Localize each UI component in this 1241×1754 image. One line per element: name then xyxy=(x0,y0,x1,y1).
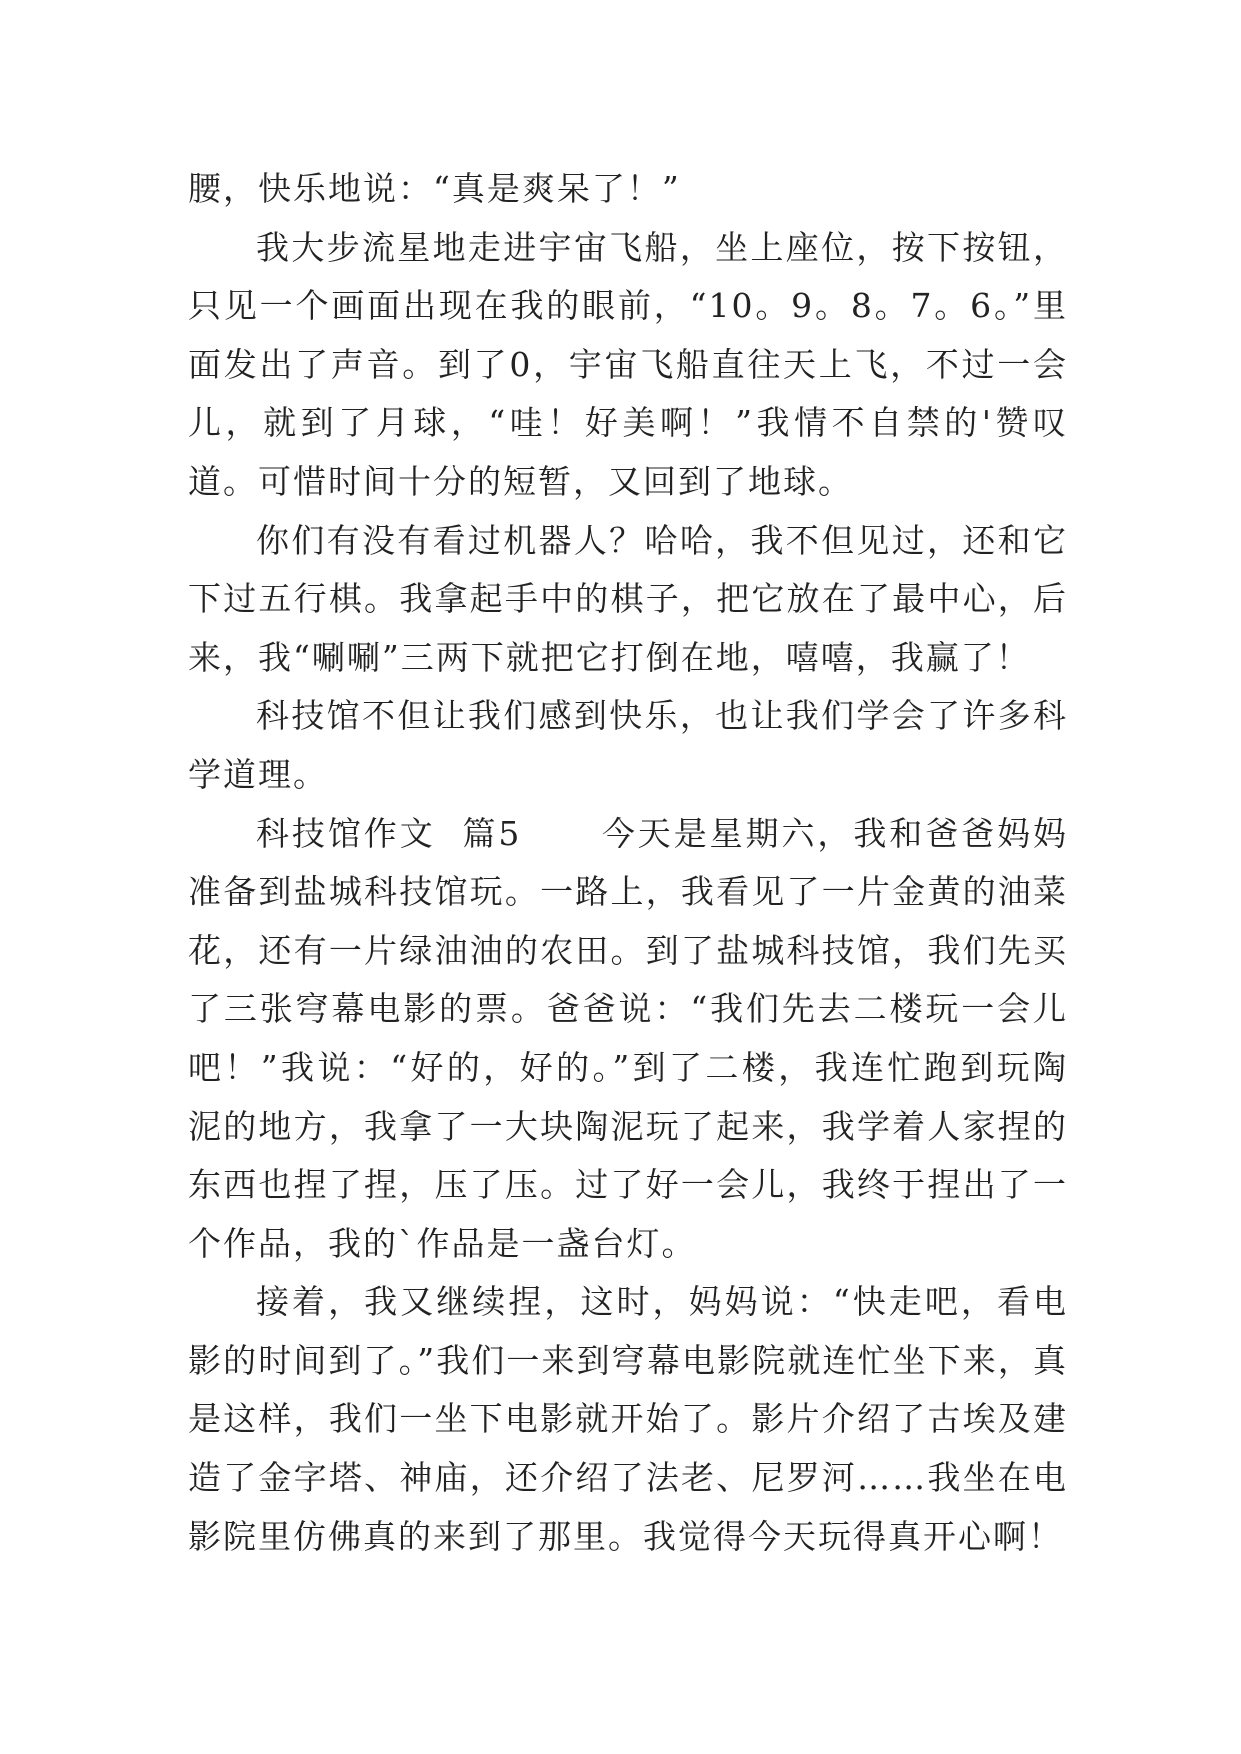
paragraph-essay-5-intro: 科技馆作文 篇5 今天是星期六，我和爸爸妈妈准备到盐城科技馆玩。一路上，我看见了一片金黄的油菜花，还有一片绿油油的农田。到了盐城科技馆，我们先买了三张穹幕电影的票。爸爸说：“我们先去二楼玩一会儿吧！”我说：“好的，好的。”到了二楼，我连忙跑到玩陶泥的地方，我拿了一大块陶泥玩了起来，我学着人家捏的东西也捏了捏，压了压。过了好一会儿，我终于捏出了一个作品，我的`作品是一盏台灯。 xyxy=(188,813,1068,1263)
paragraph-continuation: 腰，快乐地说：“真是爽呆了！” xyxy=(188,169,681,208)
document-body xyxy=(188,160,1068,1566)
paragraph-conclusion: 科技馆不但让我们感到快乐，也让我们学会了许多科学道理。 xyxy=(188,696,1068,794)
paragraph-robot: 你们有没有看过机器人？哈哈，我不但见过，还和它下过五行棋。我拿起手中的棋子，把它放在了最中心，后来，我“唰唰”三两下就把它打倒在地，嘻嘻，我赢了！ xyxy=(188,520,1068,677)
paragraph-spaceship: 我大步流星地走进宇宙飞船，坐上座位，按下按钮，只见一个画面出现在我的眼前，“10。9。8。7。6。”里面发出了声音。到了0，宇宙飞船直往天上飞，不过一会儿，就到了月球，“哇！好美啊！”我情不自禁的'赞叹道。可惜时间十分的短暂，又回到了地球。 xyxy=(188,227,1068,501)
paragraph-movie: 接着，我又继续捏，这时，妈妈说：“快走吧，看电影的时间到了。”我们一来到穹幕电影院就连忙坐下来，真是这样，我们一坐下电影就开始了。影片介绍了古埃及建造了金字塔、神庙，还介绍了法老、尼罗河……我坐在电影院里仿佛真的来到了那里。我觉得今天玩得真开心啊！ xyxy=(188,1282,1068,1556)
